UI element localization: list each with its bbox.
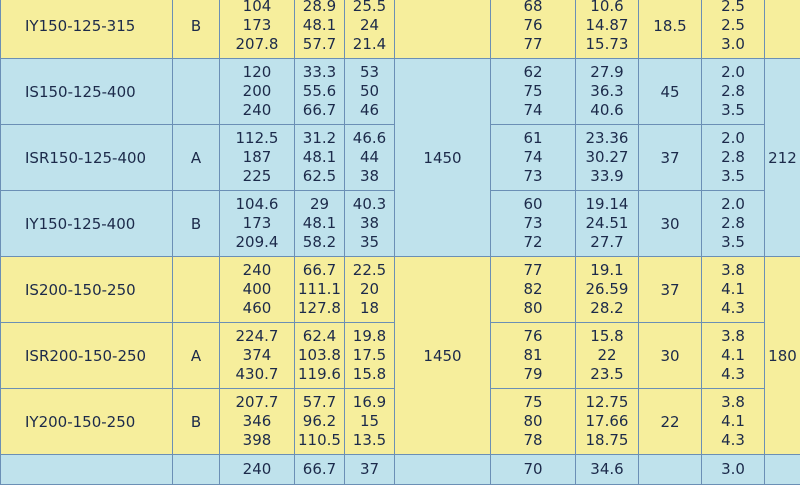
- flow-m3h-cell: [220, 125, 295, 191]
- flow-m3h-cell-value: 104.6: [220, 195, 294, 214]
- npsh-cell: [702, 455, 765, 485]
- npsh-cell-value: 4.1: [702, 412, 764, 431]
- efficiency-cell-value: 78: [491, 431, 575, 450]
- efficiency-cell: [491, 455, 576, 485]
- variant-cell: [173, 59, 220, 125]
- npsh-cell: [702, 191, 765, 257]
- motor-power-cell: 18.5: [639, 0, 702, 59]
- flow-m3h-cell-value: 187: [220, 148, 294, 167]
- efficiency-cell: [491, 389, 576, 455]
- efficiency-cell-value: 62: [491, 63, 575, 82]
- efficiency-cell-value: 79: [491, 365, 575, 384]
- head-cell-value: 17.5: [345, 346, 394, 365]
- flow-m3h-cell-value: 374: [220, 346, 294, 365]
- shaft-power-cell-value: 18.75: [576, 431, 638, 450]
- npsh-cell-value: 4.3: [702, 431, 764, 450]
- shaft-power-cell-value: 10.6: [576, 0, 638, 16]
- flow-m3h-cell-value: 430.7: [220, 365, 294, 384]
- flow-m3h-cell-value: 240: [220, 101, 294, 120]
- efficiency-cell: [491, 0, 576, 59]
- shaft-power-cell: [576, 191, 639, 257]
- flow-ls-cell: [295, 455, 345, 485]
- flow-m3h-cell-value: 200: [220, 82, 294, 101]
- head-cell-value: 40.3: [345, 195, 394, 214]
- npsh-cell-value: 2.0: [702, 63, 764, 82]
- npsh-cell-value: 2.8: [702, 148, 764, 167]
- efficiency-cell-value: 76: [491, 16, 575, 35]
- shaft-power-cell-value: 23.36: [576, 129, 638, 148]
- table-row: [1, 257, 800, 323]
- head-cell-value: 20: [345, 280, 394, 299]
- npsh-cell-value: 2.8: [702, 82, 764, 101]
- motor-power-cell: 37: [639, 125, 702, 191]
- efficiency-cell-value: 61: [491, 129, 575, 148]
- head-cell-value: 21.4: [345, 35, 394, 54]
- head-cell-value: 13.5: [345, 431, 394, 450]
- table-row: [1, 59, 800, 125]
- head-cell: [345, 323, 395, 389]
- head-cell: [345, 125, 395, 191]
- npsh-cell: [702, 0, 765, 59]
- flow-ls-cell: [295, 0, 345, 59]
- model-cell: IY150-125-400: [1, 191, 173, 257]
- efficiency-cell-value: 73: [491, 214, 575, 233]
- shaft-power-cell-value: 30.27: [576, 148, 638, 167]
- flow-ls-cell-value: 48.1: [295, 214, 344, 233]
- flow-ls-cell-value: 119.6: [295, 365, 344, 384]
- npsh-cell: [702, 389, 765, 455]
- flow-m3h-cell: [220, 455, 295, 485]
- flow-m3h-cell-value: 209.4: [220, 233, 294, 252]
- flow-m3h-cell-value: 225: [220, 167, 294, 186]
- shaft-power-cell: [576, 455, 639, 485]
- flow-m3h-cell-value: 173: [220, 214, 294, 233]
- npsh-cell-value: 2.5: [702, 16, 764, 35]
- head-cell: [345, 455, 395, 485]
- shaft-power-cell: [576, 0, 639, 59]
- head-cell-value: 46.6: [345, 129, 394, 148]
- flow-ls-cell-value: 29: [295, 195, 344, 214]
- flow-ls-cell-value: 103.8: [295, 346, 344, 365]
- flow-ls-cell-value: 96.2: [295, 412, 344, 431]
- head-cell: [345, 191, 395, 257]
- flow-m3h-cell-value: 346: [220, 412, 294, 431]
- efficiency-cell-value: 75: [491, 393, 575, 412]
- head-cell-value: 46: [345, 101, 394, 120]
- npsh-cell-value: 4.3: [702, 299, 764, 318]
- npsh-cell: [702, 257, 765, 323]
- shaft-power-cell-value: 15.73: [576, 35, 638, 54]
- shaft-power-cell-value: 12.75: [576, 393, 638, 412]
- flow-m3h-cell-value: 104: [220, 0, 294, 16]
- flow-m3h-cell: [220, 257, 295, 323]
- efficiency-cell-value: 77: [491, 35, 575, 54]
- efficiency-cell-value: 74: [491, 148, 575, 167]
- head-cell: [345, 257, 395, 323]
- model-cell: ISR200-150-250: [1, 323, 173, 389]
- efficiency-cell-value: 60: [491, 195, 575, 214]
- motor-power-cell: 30: [639, 191, 702, 257]
- flow-ls-cell-value: 62.5: [295, 167, 344, 186]
- model-cell: IY150-125-315: [1, 0, 173, 59]
- efficiency-cell-value: 73: [491, 167, 575, 186]
- variant-cell: A: [173, 323, 220, 389]
- flow-m3h-cell: [220, 389, 295, 455]
- head-cell-value: 15.8: [345, 365, 394, 384]
- shaft-power-cell-value: 17.66: [576, 412, 638, 431]
- efficiency-cell-value: 80: [491, 412, 575, 431]
- flow-m3h-cell: [220, 59, 295, 125]
- flow-ls-cell-value: 55.6: [295, 82, 344, 101]
- shaft-power-cell-value: 24.51: [576, 214, 638, 233]
- npsh-cell: [702, 323, 765, 389]
- shaft-power-cell-value: 15.8: [576, 327, 638, 346]
- flow-ls-cell: [295, 125, 345, 191]
- flow-ls-cell-value: 66.7: [295, 460, 344, 479]
- shaft-power-cell-value: 34.6: [576, 460, 638, 479]
- head-cell-value: 37: [345, 460, 394, 479]
- model-cell: [1, 455, 173, 485]
- table-row: [1, 455, 800, 485]
- npsh-cell-value: 3.0: [702, 35, 764, 54]
- npsh-cell-value: 3.5: [702, 167, 764, 186]
- flow-m3h-cell-value: 207.7: [220, 393, 294, 412]
- flow-ls-cell-value: 110.5: [295, 431, 344, 450]
- npsh-cell-value: 4.1: [702, 346, 764, 365]
- flow-ls-cell-value: 48.1: [295, 148, 344, 167]
- npsh-cell-value: 3.8: [702, 327, 764, 346]
- npsh-cell-value: 3.5: [702, 101, 764, 120]
- head-cell-value: 15: [345, 412, 394, 431]
- npsh-cell: [702, 59, 765, 125]
- head-cell-value: 38: [345, 167, 394, 186]
- flow-m3h-cell-value: 240: [220, 460, 294, 479]
- efficiency-cell-value: 82: [491, 280, 575, 299]
- flow-m3h-cell-value: 207.8: [220, 35, 294, 54]
- npsh-cell-value: 3.8: [702, 393, 764, 412]
- npsh-cell-value: 2.0: [702, 129, 764, 148]
- npsh-cell-value: 2.8: [702, 214, 764, 233]
- npsh-cell-value: 3.8: [702, 261, 764, 280]
- head-cell: [345, 389, 395, 455]
- flow-ls-cell-value: 48.1: [295, 16, 344, 35]
- shaft-power-cell: [576, 257, 639, 323]
- shaft-power-cell-value: 33.9: [576, 167, 638, 186]
- head-cell-value: 24: [345, 16, 394, 35]
- model-cell: IS150-125-400: [1, 59, 173, 125]
- shaft-power-cell: [576, 125, 639, 191]
- efficiency-cell-value: 74: [491, 101, 575, 120]
- flow-ls-cell-value: 57.7: [295, 35, 344, 54]
- shaft-power-cell-value: 27.7: [576, 233, 638, 252]
- npsh-cell: [702, 125, 765, 191]
- flow-m3h-cell-value: 120: [220, 63, 294, 82]
- flow-m3h-cell-value: 224.7: [220, 327, 294, 346]
- efficiency-cell-value: 77: [491, 261, 575, 280]
- head-cell-value: 16.9: [345, 393, 394, 412]
- flow-ls-cell: [295, 323, 345, 389]
- head-cell-value: 53: [345, 63, 394, 82]
- head-cell: [345, 59, 395, 125]
- flow-ls-cell-value: 62.4: [295, 327, 344, 346]
- flow-ls-cell-value: 28.9: [295, 0, 344, 16]
- model-cell: IS200-150-250: [1, 257, 173, 323]
- flow-ls-cell: [295, 389, 345, 455]
- flow-ls-cell: [295, 59, 345, 125]
- speed-cell: 1450: [395, 257, 491, 455]
- flow-ls-cell-value: 31.2: [295, 129, 344, 148]
- weight-cell: 212: [765, 59, 800, 257]
- flow-m3h-cell: [220, 191, 295, 257]
- shaft-power-cell-value: 19.1: [576, 261, 638, 280]
- variant-cell: [173, 257, 220, 323]
- head-cell-value: 50: [345, 82, 394, 101]
- model-cell: IY200-150-250: [1, 389, 173, 455]
- flow-ls-cell-value: 58.2: [295, 233, 344, 252]
- model-cell: ISR150-125-400: [1, 125, 173, 191]
- head-cell-value: 19.8: [345, 327, 394, 346]
- flow-ls-cell-value: 33.3: [295, 63, 344, 82]
- npsh-cell-value: 3.0: [702, 460, 764, 479]
- shaft-power-cell-value: 36.3: [576, 82, 638, 101]
- speed-cell: [395, 455, 491, 485]
- flow-m3h-cell: [220, 0, 295, 59]
- efficiency-cell-value: 72: [491, 233, 575, 252]
- head-cell-value: 44: [345, 148, 394, 167]
- head-cell: [345, 0, 395, 59]
- flow-m3h-cell-value: 400: [220, 280, 294, 299]
- efficiency-cell-value: 80: [491, 299, 575, 318]
- efficiency-cell: [491, 257, 576, 323]
- shaft-power-cell-value: 26.59: [576, 280, 638, 299]
- npsh-cell-value: 4.1: [702, 280, 764, 299]
- motor-power-cell: 22: [639, 389, 702, 455]
- head-cell-value: 22.5: [345, 261, 394, 280]
- efficiency-cell-value: 81: [491, 346, 575, 365]
- efficiency-cell: [491, 125, 576, 191]
- npsh-cell-value: 2.0: [702, 195, 764, 214]
- shaft-power-cell: [576, 389, 639, 455]
- flow-m3h-cell-value: 240: [220, 261, 294, 280]
- speed-cell: [395, 0, 491, 59]
- shaft-power-cell: [576, 59, 639, 125]
- flow-ls-cell: [295, 257, 345, 323]
- shaft-power-cell-value: 28.2: [576, 299, 638, 318]
- variant-cell: B: [173, 389, 220, 455]
- flow-ls-cell-value: 57.7: [295, 393, 344, 412]
- efficiency-cell-value: 75: [491, 82, 575, 101]
- npsh-cell-value: 2.5: [702, 0, 764, 16]
- weight-cell: [765, 455, 800, 485]
- weight-cell: 180: [765, 257, 800, 455]
- efficiency-cell: [491, 191, 576, 257]
- efficiency-cell-value: 68: [491, 0, 575, 16]
- shaft-power-cell: [576, 323, 639, 389]
- npsh-cell-value: 3.5: [702, 233, 764, 252]
- shaft-power-cell-value: 14.87: [576, 16, 638, 35]
- npsh-cell-value: 4.3: [702, 365, 764, 384]
- motor-power-cell: 37: [639, 257, 702, 323]
- head-cell-value: 38: [345, 214, 394, 233]
- shaft-power-cell-value: 22: [576, 346, 638, 365]
- motor-power-cell: 30: [639, 323, 702, 389]
- flow-ls-cell-value: 66.7: [295, 261, 344, 280]
- efficiency-cell: [491, 323, 576, 389]
- efficiency-cell-value: 76: [491, 327, 575, 346]
- shaft-power-cell-value: 27.9: [576, 63, 638, 82]
- head-cell-value: 35: [345, 233, 394, 252]
- variant-cell: A: [173, 125, 220, 191]
- shaft-power-cell-value: 40.6: [576, 101, 638, 120]
- flow-ls-cell-value: 111.1: [295, 280, 344, 299]
- flow-m3h-cell-value: 398: [220, 431, 294, 450]
- motor-power-cell: 45: [639, 59, 702, 125]
- flow-ls-cell: [295, 191, 345, 257]
- head-cell-value: 18: [345, 299, 394, 318]
- head-cell-value: 25.5: [345, 0, 394, 16]
- variant-cell: B: [173, 0, 220, 59]
- variant-cell: B: [173, 191, 220, 257]
- flow-ls-cell-value: 66.7: [295, 101, 344, 120]
- efficiency-cell-value: 70: [491, 460, 575, 479]
- variant-cell: [173, 455, 220, 485]
- motor-power-cell: [639, 455, 702, 485]
- shaft-power-cell-value: 23.5: [576, 365, 638, 384]
- shaft-power-cell-value: 19.14: [576, 195, 638, 214]
- table-row: [1, 0, 800, 59]
- weight-cell: [765, 0, 800, 59]
- flow-m3h-cell-value: 173: [220, 16, 294, 35]
- flow-m3h-cell-value: 460: [220, 299, 294, 318]
- efficiency-cell: [491, 59, 576, 125]
- flow-m3h-cell: [220, 323, 295, 389]
- flow-m3h-cell-value: 112.5: [220, 129, 294, 148]
- speed-cell: 1450: [395, 59, 491, 257]
- flow-ls-cell-value: 127.8: [295, 299, 344, 318]
